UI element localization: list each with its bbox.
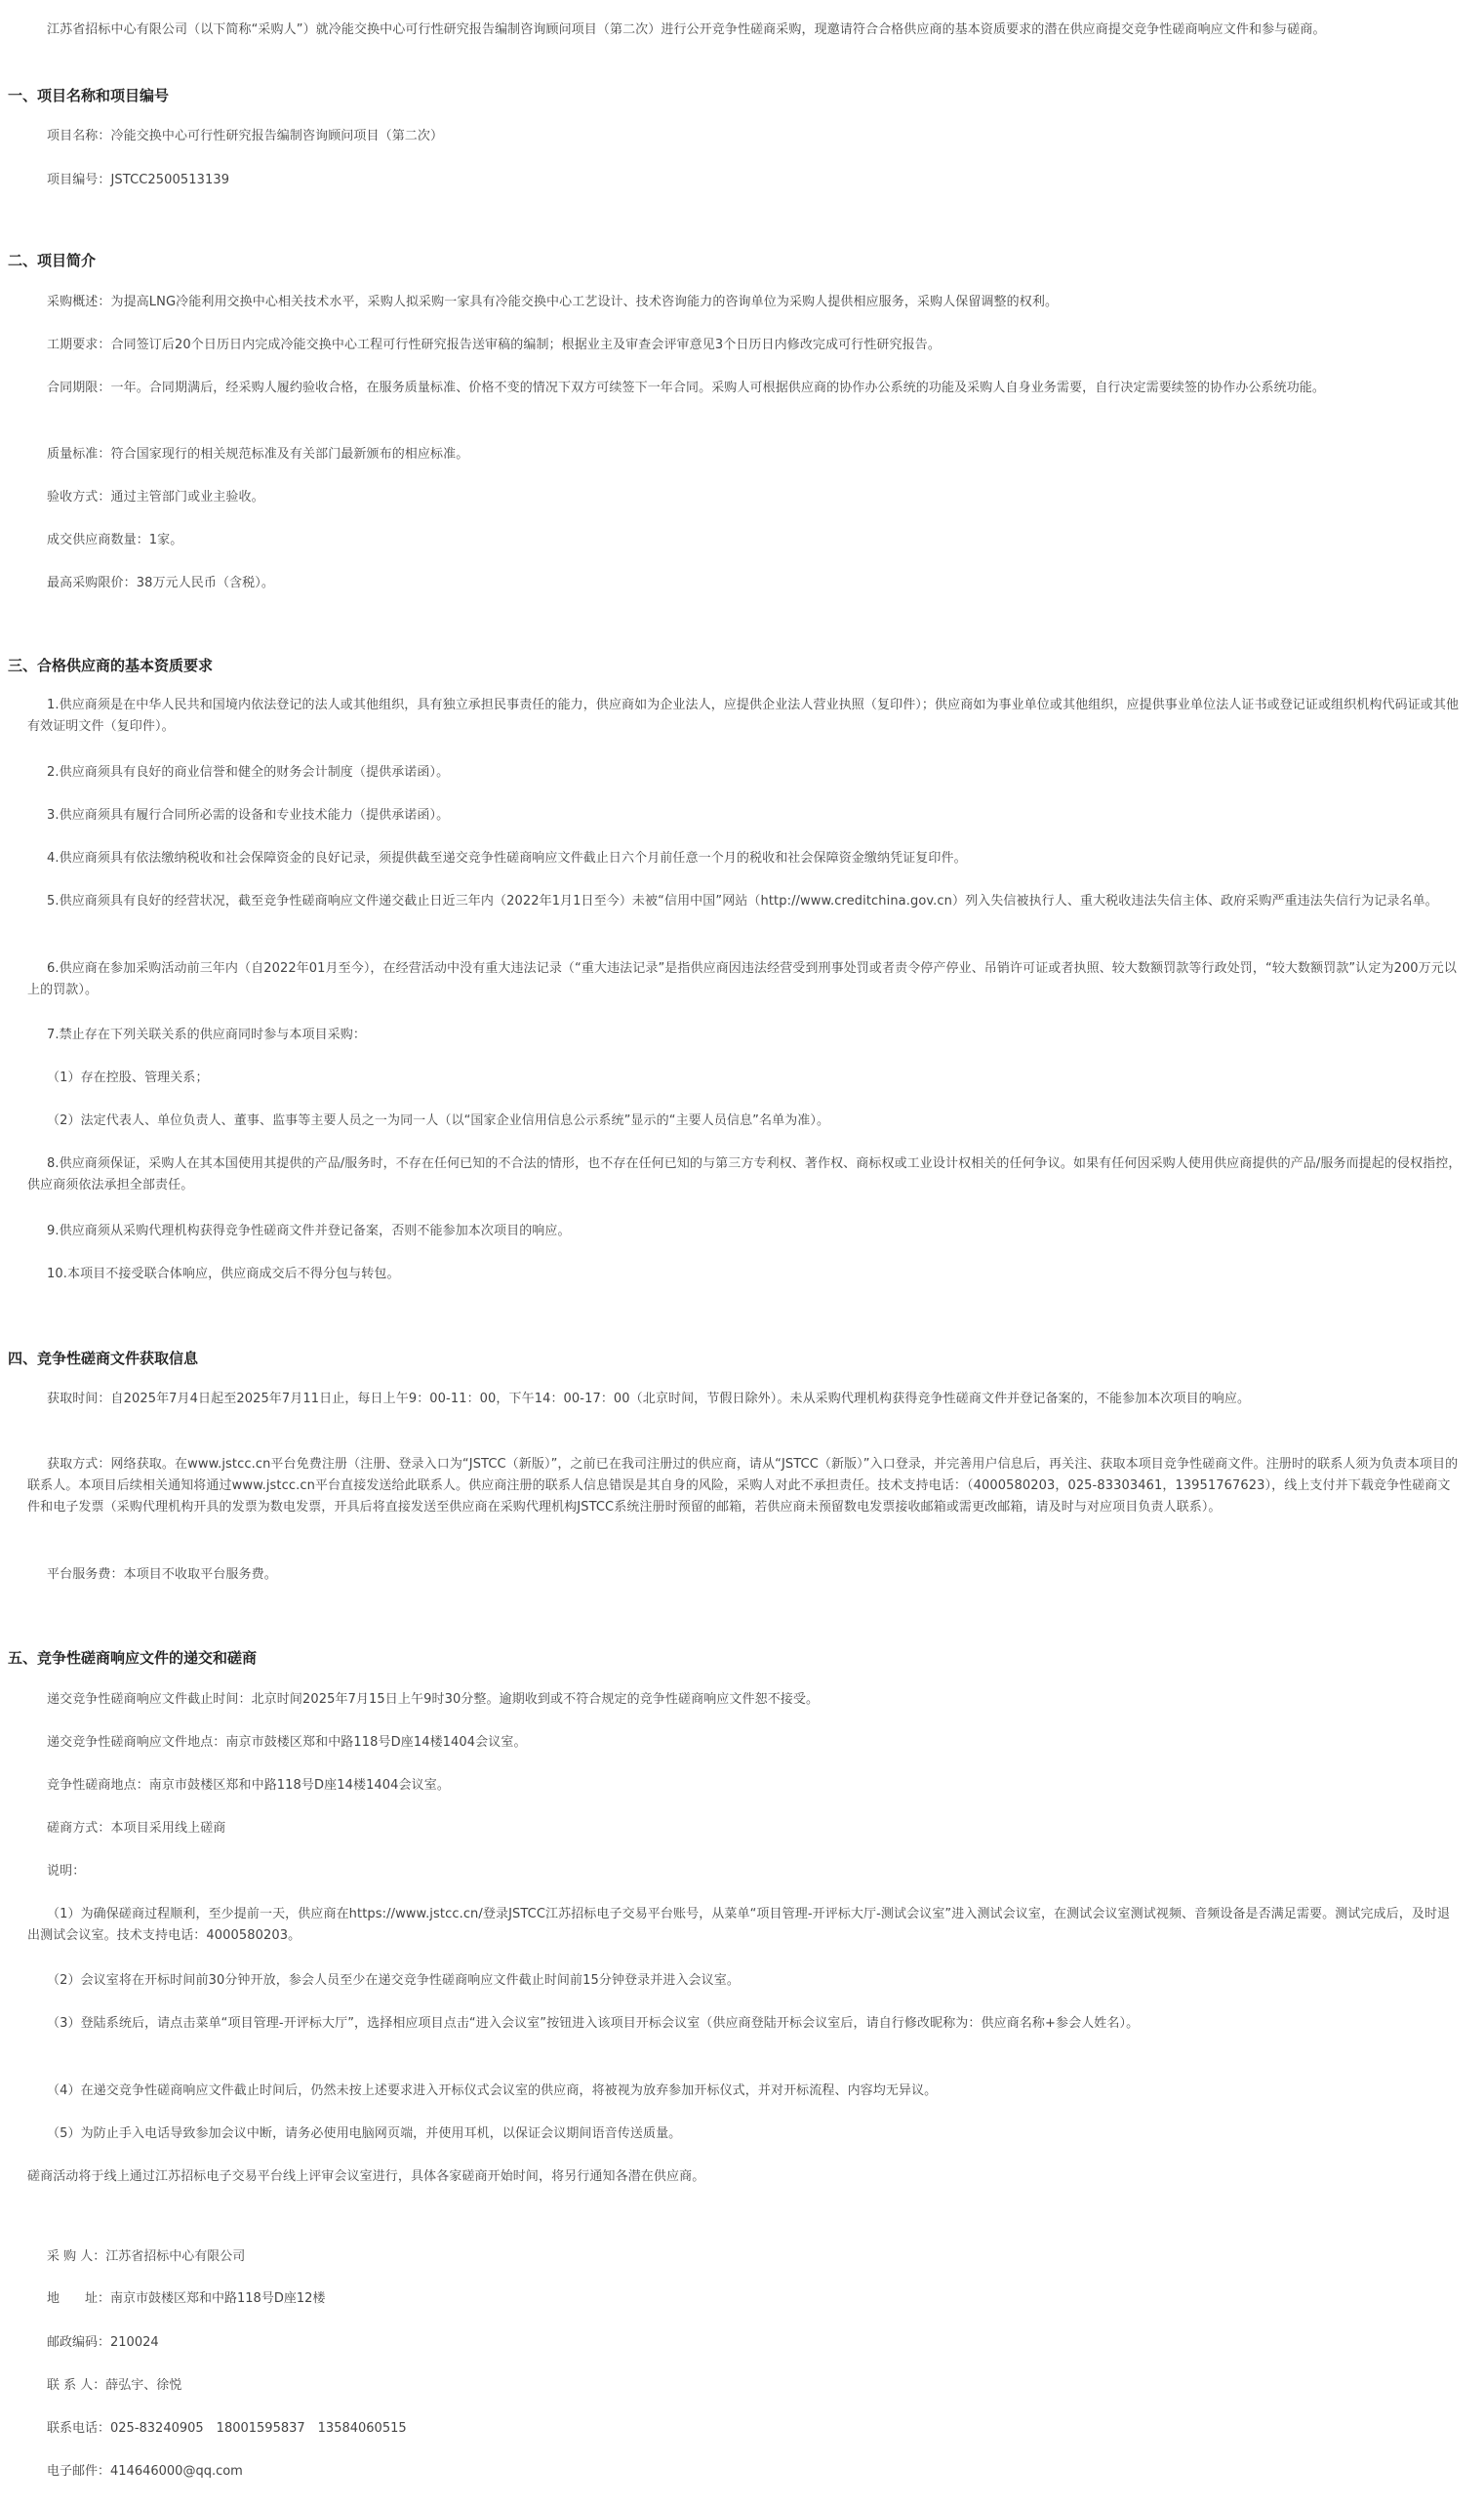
- negotiation-activity: 磋商活动将于线上通过江苏招标电子交易平台线上评审会议室进行，具体各家磋商开始时间，将另行通知各潜在供应商。: [27, 2169, 705, 2184]
- quality-standard: 质量标准：符合国家现行的相关规范标准及有关部门最新颁布的相应标准。: [47, 447, 469, 462]
- contact-email: 电子邮件：414646000@qq.com: [47, 2464, 243, 2479]
- note-2: （2）会议室将在开标时间前30分钟开放，参会人员至少在递交竞争性磋商响应文件截止时间前15分钟登录并进入会议室。: [47, 1973, 740, 1988]
- schedule-requirement: 工期要求：合同签订后20个日历日内完成冷能交换中心工程可行性研究报告送审稿的编制；根据业主及审查会评审意见3个日历日内修改完成可行性研究报告。: [47, 338, 941, 352]
- requirement-7-1: （1）存在控股、管理关系；: [47, 1071, 209, 1085]
- negotiation-method: 磋商方式：本项目采用线上磋商: [47, 1821, 226, 1836]
- contract-term: 合同期限：一年。合同期满后，经采购人履约验收合格，在服务质量标准、价格不变的情况下双方可续签下一年合同。采购人可根据供应商的协作办公系统的功能及采购人自身业务需要，自行决定需要续签的协作办公系统功能。: [47, 381, 1326, 395]
- negotiation-location: 竞争性磋商地点：南京市鼓楼区郑和中路118号D座14楼1404会议室。: [47, 1778, 450, 1793]
- intro-paragraph: 江苏省招标中心有限公司（以下简称“采购人”）就冷能交换中心可行性研究报告编制咨询顾问项目（第二次）进行公开竞争性磋商采购，现邀请符合合格供应商的基本资质要求的潜在供应商提交竞争性磋商响应文件和参与磋商。: [47, 22, 1326, 37]
- requirement-2: 2.供应商须具有良好的商业信誉和健全的财务会计制度（提供承诺函）。: [47, 765, 450, 780]
- section-2-title: 二、项目简介: [8, 252, 97, 269]
- acquisition-method: 获取方式：网络获取。在www.jstcc.cn平台免费注册（注册、登录入口为“JSTCC（新版）”，之前已在我司注册过的供应商，请从“JSTCC（新版）”入口登录，并完善用户信息后，再关注、获取本项目竞争性磋商文件。注册时的联系人须为负责本项目的联系人。本项目后续相关通知将通过www.jstcc.cn平台直接发送给此联系人。供应商注册的联系人信息错误是其自身的风险，采购人对此不承担责任。技术支持电话：（4000580203，025-83303461，13951767623），线上支付并下载竞争性磋商文件和电子发票（采购代理机构开具的发票为数电发票，开具后将直接发送至供应商在采购代理机构JSTCC系统注册时预留的邮箱，若供应商未预留数电发票接收邮箱或需更改邮箱，请及时与对应项目负责人联系）。: [27, 1457, 1459, 1515]
- requirement-7: 7.禁止存在下列关联关系的供应商同时参与本项目采购：: [47, 1028, 367, 1042]
- section-4-title: 四、竞争性磋商文件获取信息: [8, 1350, 199, 1367]
- section-1-title: 一、项目名称和项目编号: [8, 87, 170, 104]
- section-3-title: 三、合格供应商的基本资质要求: [8, 657, 214, 674]
- requirement-1: 1.供应商须是在中华人民共和国境内依法登记的法人或其他组织，具有独立承担民事责任的能力，供应商如为企业法人，应提供企业法人营业执照（复印件）；供应商如为事业单位或其他组织，应提供事业单位法人证书或登记证或组织机构代码证或其他有效证明文件（复印件）。: [27, 698, 1460, 734]
- contact-address: 地 址：南京市鼓楼区郑和中路118号D座12楼: [47, 2291, 326, 2306]
- requirement-6: 6.供应商在参加采购活动前三年内（自2022年01月至今），在经营活动中没有重大违法记录（“重大违法记录”是指供应商因违法经营受到刑事处罚或者责令停产停业、吊销许可证或者执照、较大数额罚款等行政处罚，“较大数额罚款”认定为200万元以上的罚款）。: [27, 961, 1457, 997]
- contact-person: 联 系 人：薛弘宇、徐悦: [47, 2378, 182, 2393]
- requirement-7-2: （2）法定代表人、单位负责人、董事、监事等主要人员之一为同一人（以“国家企业信用信息公示系统”显示的“主要人员信息”名单为准）。: [47, 1113, 830, 1128]
- procurement-overview: 采购概述：为提高LNG冷能利用交换中心相关技术水平，采购人拟采购一家具有冷能交换中心工艺设计、技术咨询能力的咨询单位为采购人提供相应服务，采购人保留调整的权利。: [47, 295, 1059, 309]
- contact-buyer: 采 购 人：江苏省招标中心有限公司: [47, 2249, 246, 2264]
- max-price: 最高采购限价：38万元人民币（含税）。: [47, 576, 274, 590]
- acquisition-time: 获取时间：自2025年7月4日起至2025年7月11日止，每日上午9：00-11：00，下午14：00-17：00（北京时间，节假日除外）。未从采购代理机构获得竞争性磋商文件并登记备案的，不能参加本次项目的响应。: [47, 1392, 1251, 1406]
- requirement-10: 10.本项目不接受联合体响应，供应商成交后不得分包与转包。: [47, 1267, 400, 1281]
- submission-location: 递交竞争性磋商响应文件地点：南京市鼓楼区郑和中路118号D座14楼1404会议室。: [47, 1735, 527, 1750]
- requirement-4: 4.供应商须具有依法缴纳税收和社会保障资金的良好记录，须提供截至递交竞争性磋商响应文件截止日六个月前任意一个月的税收和社会保障资金缴纳凭证复印件。: [47, 851, 967, 866]
- note-4: （4）在递交竞争性磋商响应文件截止时间后，仍然未按上述要求进入开标仪式会议室的供应商，将被视为放弃参加开标仪式，并对开标流程、内容均无异议。: [47, 2083, 938, 2098]
- supplier-count: 成交供应商数量：1家。: [47, 533, 183, 547]
- requirement-5: 5.供应商须具有良好的经营状况，截至竞争性磋商响应文件递交截止日近三年内（2022年1月1日至今）未被“信用中国”网站（http://www.creditchina.gov.cn）列入失信被执行人、重大税收违法失信主体、政府采购严重违法失信行为记录名单。: [47, 894, 1438, 909]
- note-1: （1）为确保磋商过程顺利，至少提前一天，供应商在https://www.jstcc.cn/登录JSTCC江苏招标电子交易平台账号，从菜单“项目管理-开评标大厅-测试会议室”进入测试会议室，在测试会议室测试视频、音频设备是否满足需要。测试完成后，及时退出测试会议室。技术支持电话：4000580203。: [27, 1907, 1451, 1943]
- project-name: 项目名称：冷能交换中心可行性研究报告编制咨询顾问项目（第二次）: [47, 129, 444, 143]
- notes-label: 说明：: [47, 1864, 86, 1879]
- section-5-title: 五、竞争性磋商响应文件的递交和磋商: [8, 1649, 258, 1667]
- contact-postcode: 邮政编码：210024: [47, 2335, 159, 2350]
- note-5: （5）为防止手入电话导致参加会议中断，请务必使用电脑网页端，并使用耳机，以保证会议期间语音传送质量。: [47, 2126, 682, 2141]
- requirement-8: 8.供应商须保证，采购人在其本国使用其提供的产品/服务时，不存在任何已知的不合法的情形，也不存在任何已知的与第三方专利权、著作权、商标权或工业设计权相关的任何争议。如果有任何因采购人使用供应商提供的产品/服务而提起的侵权指控，供应商须依法承担全部责任。: [27, 1156, 1462, 1192]
- platform-fee: 平台服务费：本项目不收取平台服务费。: [47, 1567, 277, 1582]
- contact-phone: 联系电话：025-83240905 18001595837 13584060515: [47, 2421, 407, 2436]
- requirement-3: 3.供应商须具有履行合同所必需的设备和专业技术能力（提供承诺函）。: [47, 808, 450, 823]
- submission-deadline: 递交竞争性磋商响应文件截止时间：北京时间2025年7月15日上午9时30分整。逾期收到或不符合规定的竞争性磋商响应文件恕不接受。: [47, 1692, 820, 1707]
- project-code: 项目编号：JSTCC2500513139: [47, 173, 230, 187]
- requirement-9: 9.供应商须从采购代理机构获得竞争性磋商文件并登记备案，否则不能参加本次项目的响应。: [47, 1224, 571, 1238]
- note-3: （3）登陆系统后，请点击菜单“项目管理-开评标大厅”，选择相应项目点击“进入会议室”按钮进入该项目开标会议室（供应商登陆开标会议室后，请自行修改昵称为：供应商名称+参会人姓名）。: [47, 2016, 1140, 2031]
- acceptance-method: 验收方式：通过主管部门或业主验收。: [47, 490, 264, 505]
